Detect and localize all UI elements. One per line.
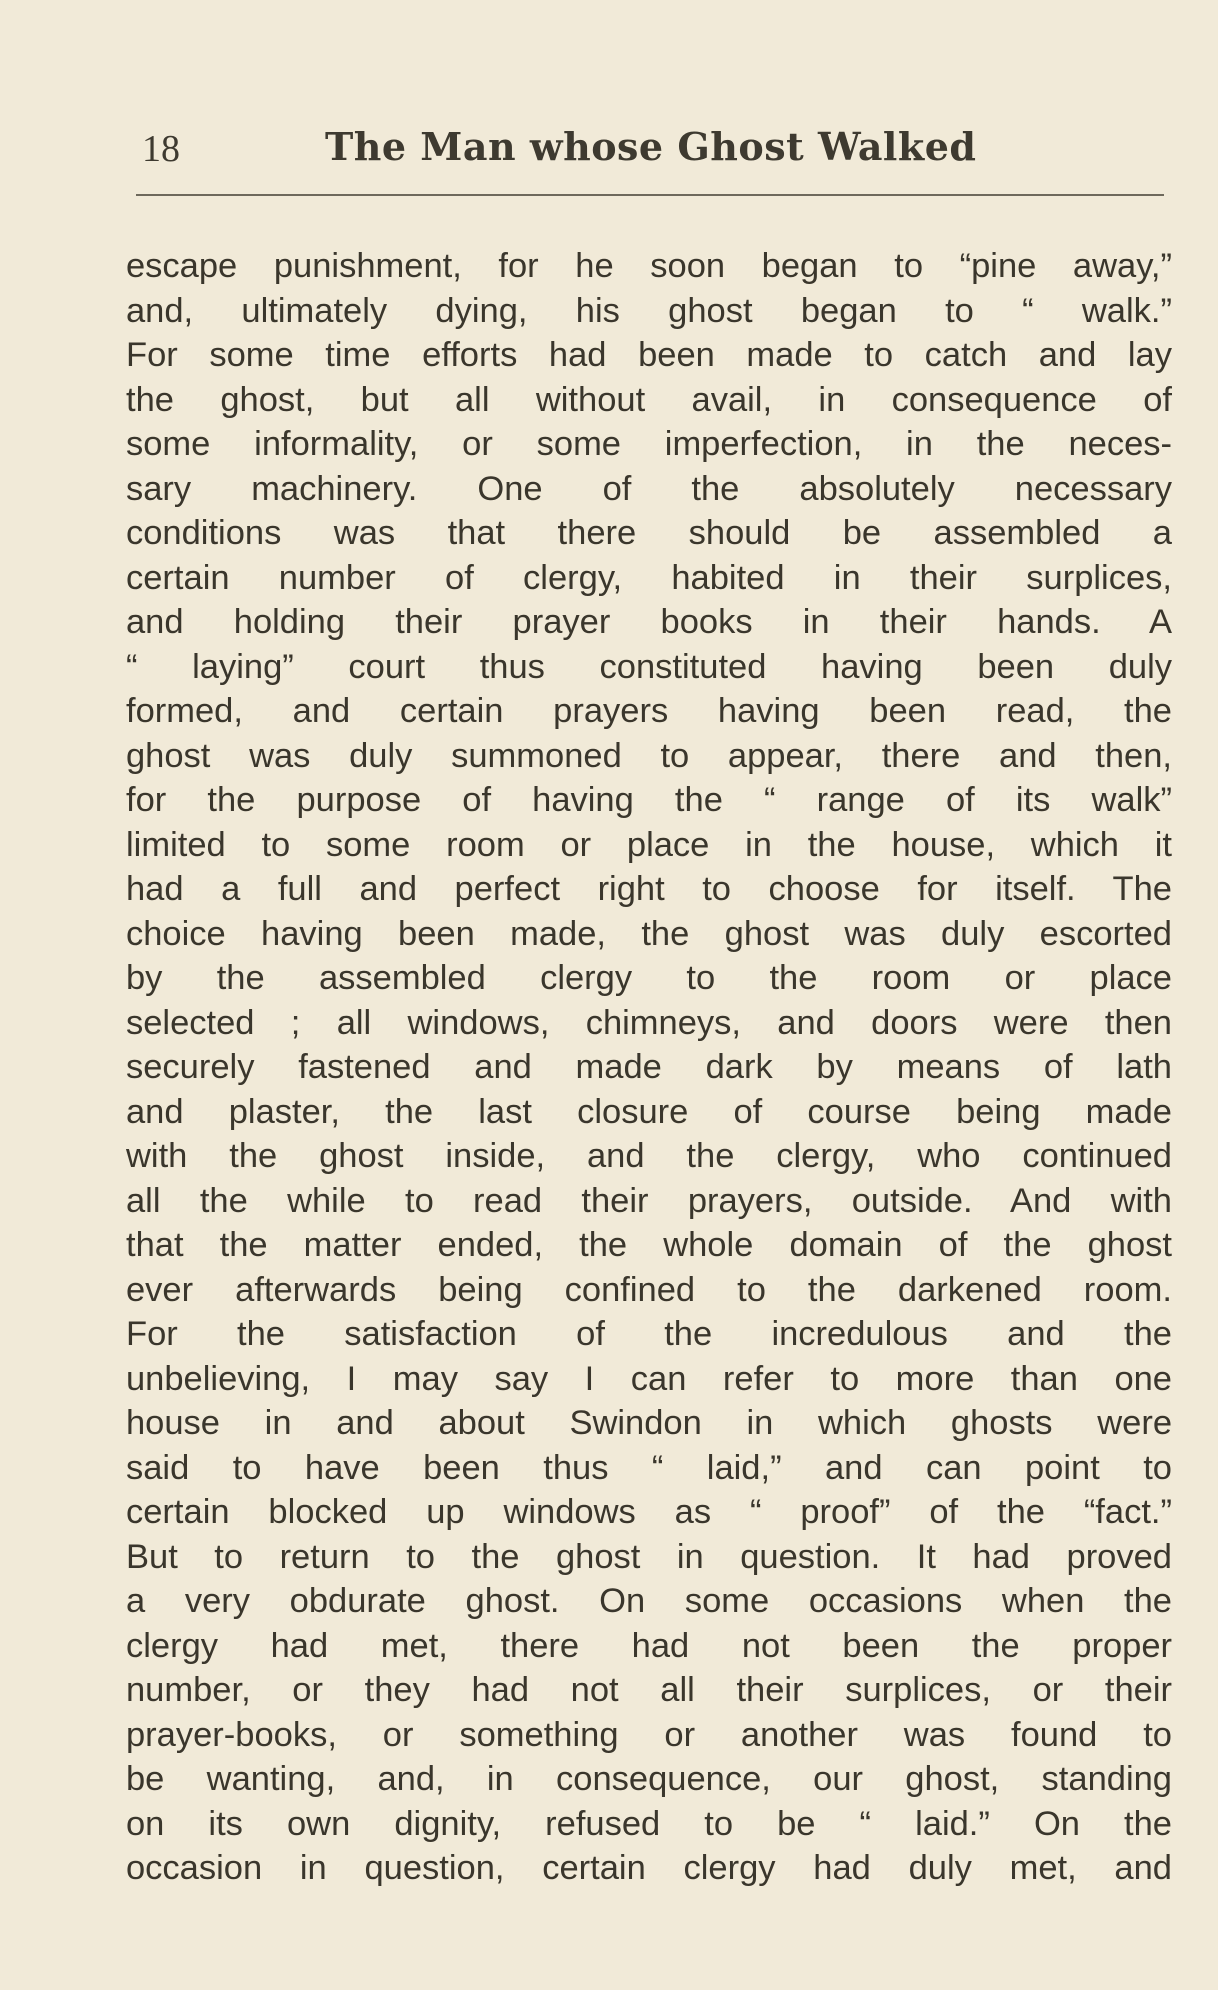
text-line: conditions was that there should be assembled a	[126, 514, 1172, 552]
text-line: ghost was duly summoned to appear, there and then,	[126, 736, 1172, 775]
text-line: a very obdurate ghost. On some occasions when the	[126, 1582, 1172, 1620]
running-head	[130, 120, 1170, 180]
text-line: formed, and certain prayers having been read, the	[126, 692, 1172, 730]
text-line: and plaster, the last closure of course being made	[126, 1092, 1172, 1131]
text-line: said to have been thus “ laid,” and can point to	[126, 1448, 1172, 1487]
text-line: and, ultimately dying, his ghost began to “ walk.”	[126, 291, 1172, 330]
text-line: ever afterwards being confined to the darkened room.	[126, 1270, 1172, 1309]
text-line: and holding their prayer books in their hands. A	[126, 603, 1172, 641]
text-line: clergy had met, there had not been the proper	[126, 1626, 1172, 1665]
running-title: The Man whose Ghost Walked	[325, 124, 977, 169]
text-line: limited to some room or place in the house, which it	[126, 825, 1172, 864]
text-line: be wanting, and, in consequence, our ghost, standing	[126, 1760, 1172, 1798]
text-line: certain blocked up windows as “ proof” of the “fact.”	[126, 1493, 1172, 1531]
text-line: house in and about Swindon in which ghosts were	[126, 1404, 1172, 1442]
text-line: selected ; all windows, chimneys, and doors were then	[126, 1003, 1172, 1042]
text-line: by the assembled clergy to the room or place	[126, 959, 1172, 997]
header-rule	[136, 194, 1164, 196]
text-line: “ laying” court thus constituted having been duly	[126, 647, 1172, 686]
text-line: had a full and perfect right to choose for itself. The	[126, 870, 1172, 908]
text-line: choice having been made, the ghost was duly escorted	[126, 914, 1172, 953]
text-line: occasion in question, certain clergy had duly met, and	[126, 1849, 1172, 1887]
text-line: sary machinery. One of the absolutely necessary	[126, 469, 1172, 508]
text-line: prayer-books, or something or another was found to	[126, 1715, 1172, 1754]
text-line: all the while to read their prayers, outside. And with	[126, 1181, 1172, 1220]
body-text	[126, 244, 1172, 1891]
text-line: with the ghost inside, and the clergy, who continued	[126, 1137, 1172, 1175]
page-number: 18	[142, 128, 180, 170]
text-line: But to return to the ghost in question. It had proved	[126, 1537, 1172, 1576]
text-line: on its own dignity, refused to be “ laid.” On the	[126, 1804, 1172, 1843]
text-line: the ghost, but all without avail, in consequence of	[126, 380, 1172, 419]
text-line: some informality, or some imperfection, in the neces-	[126, 425, 1172, 463]
text-line: unbelieving, I may say I can refer to more than one	[126, 1359, 1172, 1398]
text-line: For the satisfaction of the incredulous and the	[126, 1315, 1172, 1353]
text-line: escape punishment, for he soon began to “pine away,”	[126, 247, 1172, 285]
text-line: for the purpose of having the “ range of its walk”	[126, 781, 1172, 819]
text-line: that the matter ended, the whole domain of the ghost	[126, 1226, 1172, 1264]
text-line: number, or they had not all their surplices, or their	[126, 1671, 1172, 1709]
text-line: securely fastened and made dark by means of lath	[126, 1048, 1172, 1086]
text-line: certain number of clergy, habited in their surplices,	[126, 558, 1172, 597]
text-line: For some time efforts had been made to catch and lay	[126, 336, 1172, 374]
